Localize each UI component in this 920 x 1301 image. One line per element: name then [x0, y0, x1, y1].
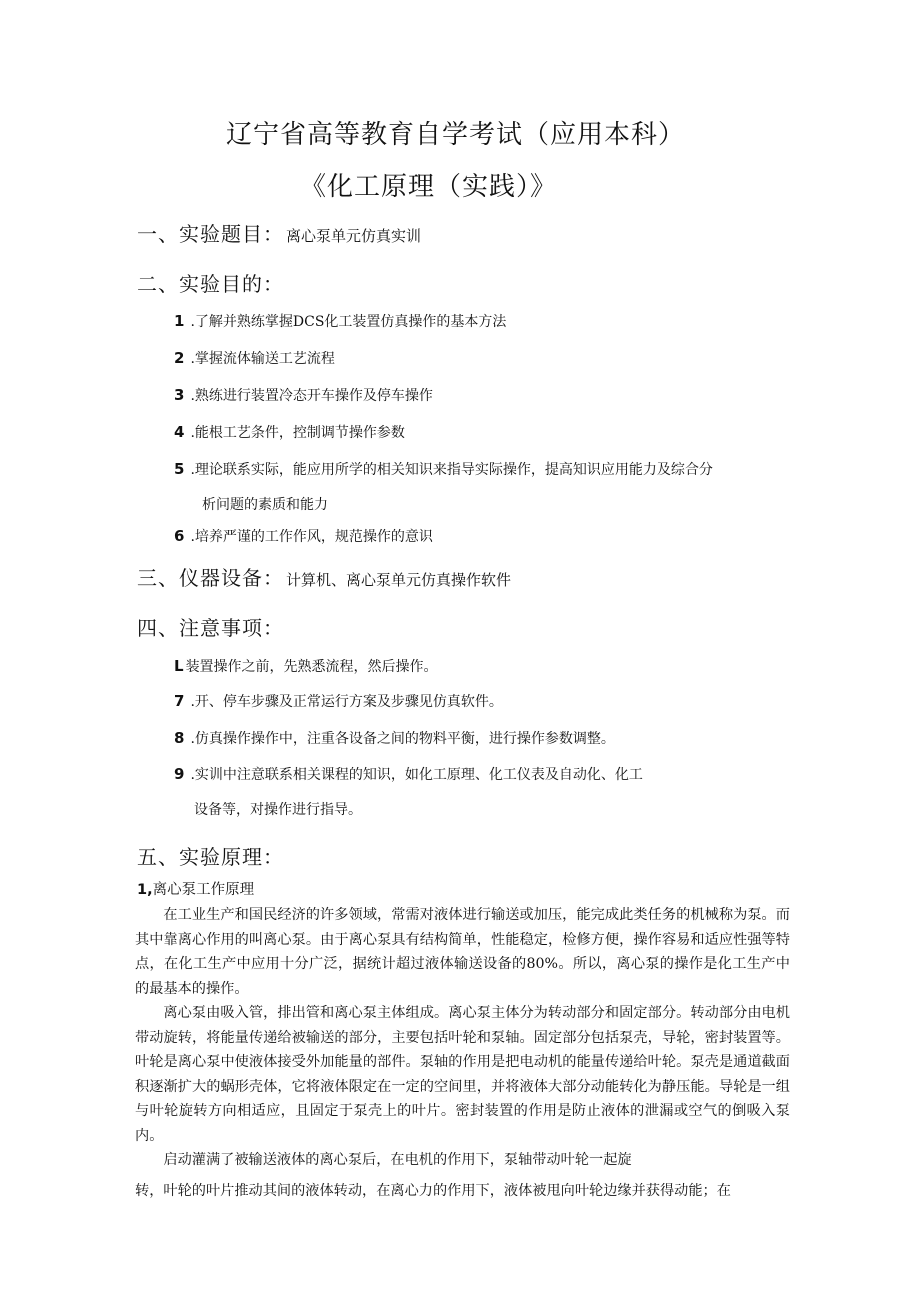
- objective-continuation: 析问题的素质和能力: [202, 497, 328, 513]
- note-text: 装置操作之前，先熟悉流程，然后操作。: [185, 659, 438, 675]
- section-5-heading: 五、实验原理：: [137, 845, 284, 869]
- section-1-value: 离心泵单元仿真实训: [286, 227, 422, 245]
- note-item: [174, 691, 503, 711]
- objective-text: .能根工艺条件，控制调节操作参数: [190, 425, 405, 441]
- note-number: L: [174, 657, 184, 675]
- objective-item: [174, 422, 405, 442]
- note-number: 8: [174, 729, 185, 747]
- objective-text: .熟练进行装置冷态开车操作及停车操作: [190, 388, 433, 404]
- principle-sub-number: 1,: [137, 882, 153, 898]
- note-number: 7: [174, 692, 185, 710]
- section-1-heading: 一、实验题目：: [137, 222, 284, 246]
- section-1: [137, 218, 421, 247]
- objective-number: 3: [174, 386, 185, 404]
- section-3: [137, 562, 511, 591]
- note-text: .实训中注意联系相关课程的知识，如化工原理、化工仪表及自动化、化工: [190, 767, 643, 783]
- course-title: 《化工原理（实践）》: [300, 172, 558, 202]
- note-number: 9: [174, 765, 185, 783]
- objective-number: 5: [174, 460, 185, 478]
- objective-text: .理论联系实际，能应用所学的相关知识来指导实际操作，提高知识应用能力及综合分: [190, 462, 713, 478]
- principle-subheading: [137, 878, 254, 899]
- objective-number: 6: [174, 527, 185, 545]
- objective-item: [174, 459, 713, 479]
- note-item: [174, 728, 615, 748]
- objective-text: .培养严谨的工作作风，规范操作的意识: [190, 529, 433, 545]
- note-continuation: 设备等，对操作进行指导。: [194, 802, 362, 818]
- objective-item: [174, 385, 433, 405]
- section-3-heading: 三、仪器设备：: [137, 566, 284, 590]
- objective-number: 1: [174, 312, 185, 330]
- objective-item: [174, 348, 335, 368]
- objective-item: [174, 526, 433, 546]
- paragraph-last-line: 转，叶轮的叶片推动其间的液体转动，在离心力的作用下，液体被甩向叶轮边缘并获得动能；在: [135, 1183, 731, 1199]
- objective-text: .掌握流体输送工艺流程: [190, 351, 335, 367]
- paragraph: 在工业生产和国民经济的许多领域，常需对液体进行输送或加压，能完成此类任务的机械称为泵。而其中靠离心作用的叫离心泵。由于离心泵具有结构简单，性能稳定，检修方便，操作容易和适应性强等特点，在化工生产中应用十分广泛，据统计超过液体输送设备的80%。所以，离心泵的操作是化工生产中的最基本的操作。: [135, 907, 790, 997]
- note-text: .仿真操作操作中，注重各设备之间的物料平衡，进行操作参数调整。: [190, 731, 615, 747]
- section-3-value: 计算机、离心泵单元仿真操作软件: [286, 571, 512, 589]
- objective-item: [174, 311, 506, 331]
- objective-text: .了解并熟练掌握DCS化工装置仿真操作的基本方法: [190, 314, 507, 330]
- paragraph: 离心泵由吸入管，排出管和离心泵主体组成。离心泵主体分为转动部分和固定部分。转动部分由电机带动旋转，将能量传递给被输送的部分，主要包括叶轮和泵轴。固定部分包括泵壳，导轮，密封装置等。叶轮是离心泵中使液体接受外加能量的部件。泵轴的作用是把电动机的能量传递给叶轮。泵壳是通道截面积逐渐扩大的蜗形壳体，它将液体限定在一定的空间里，并将液体大部分动能转化为静压能。导轮是一组与叶轮旋转方向相适应，且固定于泵壳上的叶片。密封装置的作用是防止液体的泄漏或空气的倒吸入泵内。: [135, 1005, 790, 1144]
- page-title: 辽宁省高等教育自学考试（应用本科）: [226, 120, 686, 150]
- note-item: [174, 764, 643, 784]
- section-4-heading: 四、注意事项：: [137, 616, 284, 640]
- principle-body: [135, 903, 790, 1173]
- section-2-heading: 二、实验目的：: [137, 272, 284, 296]
- objective-number: 4: [174, 423, 185, 441]
- objective-number: 2: [174, 349, 185, 367]
- note-item: [174, 656, 438, 676]
- principle-sub-title: 离心泵工作原理: [152, 882, 255, 898]
- paragraph: 启动灌满了被输送液体的离心泵后，在电机的作用下，泵轴带动叶轮一起旋: [163, 1152, 632, 1168]
- note-text: .开、停车步骤及正常运行方案及步骤见仿真软件。: [190, 694, 503, 710]
